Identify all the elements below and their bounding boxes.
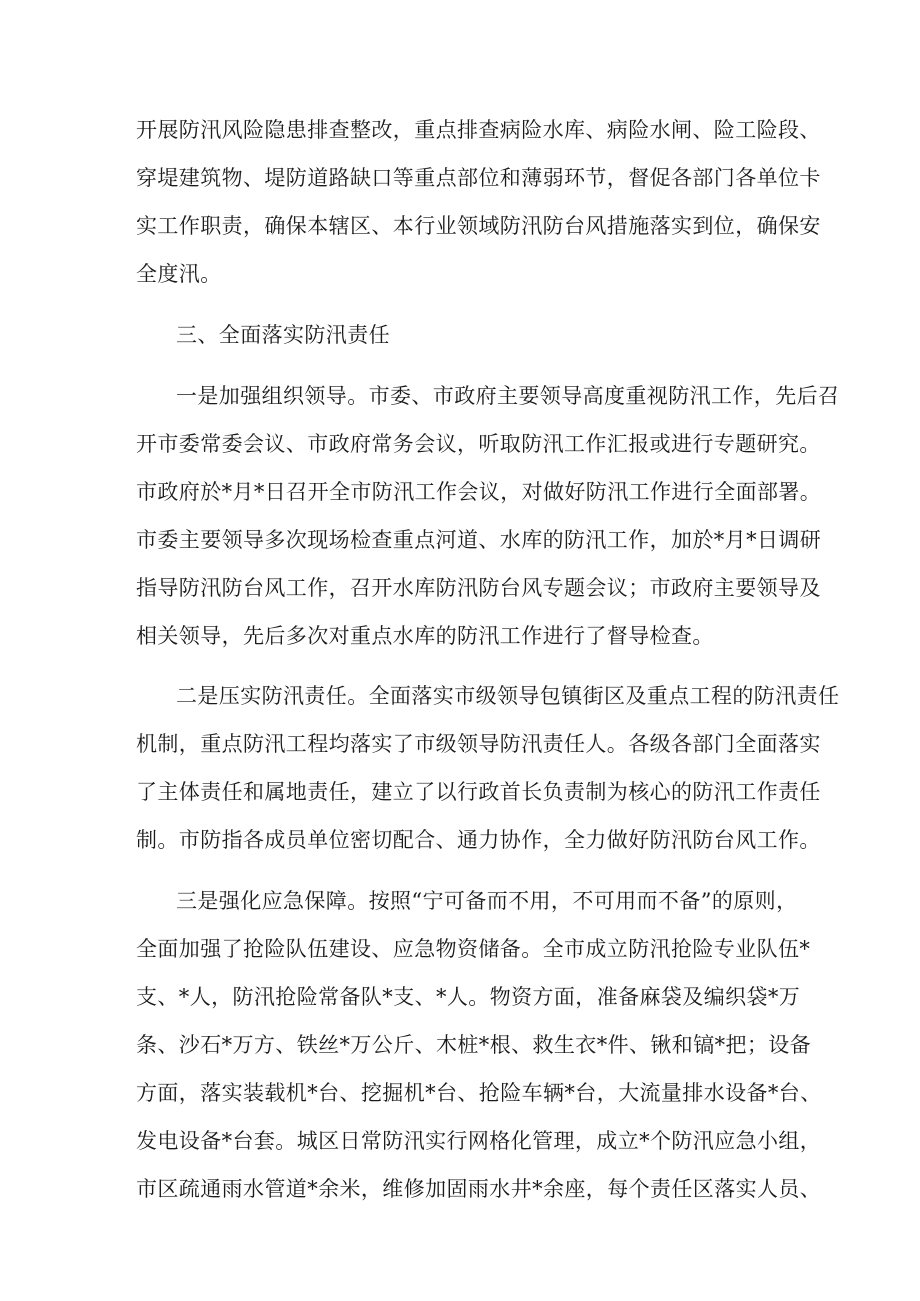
paragraph-line: 机制，重点防汛工程均落实了市级领导防汛责任人。各级各部门全面落实 bbox=[136, 732, 821, 756]
paragraph-line: 制。市防指各成员单位密切配合、通力协作，全力做好防汛防台风工作。 bbox=[136, 828, 821, 852]
paragraph-line: 全度汛。 bbox=[136, 262, 222, 286]
paragraph-line: 发电设备*台套。城区日常防汛实行网格化管理，成立*个防汛应急小组， bbox=[136, 1129, 822, 1153]
paragraph-line: 穿堤建筑物、堤防道路缺口等重点部位和薄弱环节，督促各部门各单位卡 bbox=[136, 166, 821, 190]
paragraph-line: 了主体责任和属地责任，建立了以行政首长负责制为核心的防汛工作责任 bbox=[136, 780, 821, 804]
section-heading: 三、全面落实防汛责任 bbox=[176, 323, 390, 347]
paragraph-line: 条、沙石*万方、铁丝*万公斤、木桩*根、救生衣*件、锹和镐*把；设备 bbox=[136, 1033, 812, 1057]
paragraph-line: 二是压实防汛责任。全面落实市级领导包镇街区及重点工程的防汛责任 bbox=[176, 684, 840, 708]
paragraph-line: 市区疏通雨水管道*余米，维修加固雨水井*余座，每个责任区落实人员、 bbox=[136, 1177, 822, 1201]
paragraph-line: 指导防汛防台风工作，召开水库防汛防台风专题会议；市政府主要领导及 bbox=[136, 576, 821, 600]
paragraph-line: 三是强化应急保障。按照“宁可备而不用，不可用而不备”的原则， bbox=[176, 889, 798, 913]
paragraph-line: 方面，落实装载机*台、挖掘机*台、抢险车辆*台，大流量排水设备*台、 bbox=[136, 1081, 822, 1105]
paragraph-line: 全面加强了抢险队伍建设、应急物资储备。全市成立防汛抢险专业队伍* bbox=[136, 937, 811, 961]
paragraph-line: 一是加强组织领导。市委、市政府主要领导高度重视防汛工作，先后召 bbox=[176, 384, 840, 408]
paragraph-line: 相关领导，先后多次对重点水库的防汛工作进行了督导检查。 bbox=[136, 624, 714, 648]
paragraph-line: 市委主要领导多次现场检查重点河道、水库的防汛工作，加於*月*日调研 bbox=[136, 528, 822, 552]
paragraph-line: 支、*人，防汛抢险常备队*支、*人。物资方面，准备麻袋及编织袋*万 bbox=[136, 985, 801, 1009]
paragraph-line: 市政府於*月*日召开全市防汛工作会议，对做好防汛工作进行全面部署。 bbox=[136, 480, 822, 504]
paragraph-line: 实工作职责，确保本辖区、本行业领域防汛防台风措施落实到位，确保安 bbox=[136, 214, 821, 238]
paragraph-line: 开展防汛风险隐患排查整改，重点排查病险水库、病险水闸、险工险段、 bbox=[136, 118, 821, 142]
paragraph-line: 开市委常委会议、市政府常务会议，听取防汛工作汇报或进行专题研究。 bbox=[136, 432, 821, 456]
